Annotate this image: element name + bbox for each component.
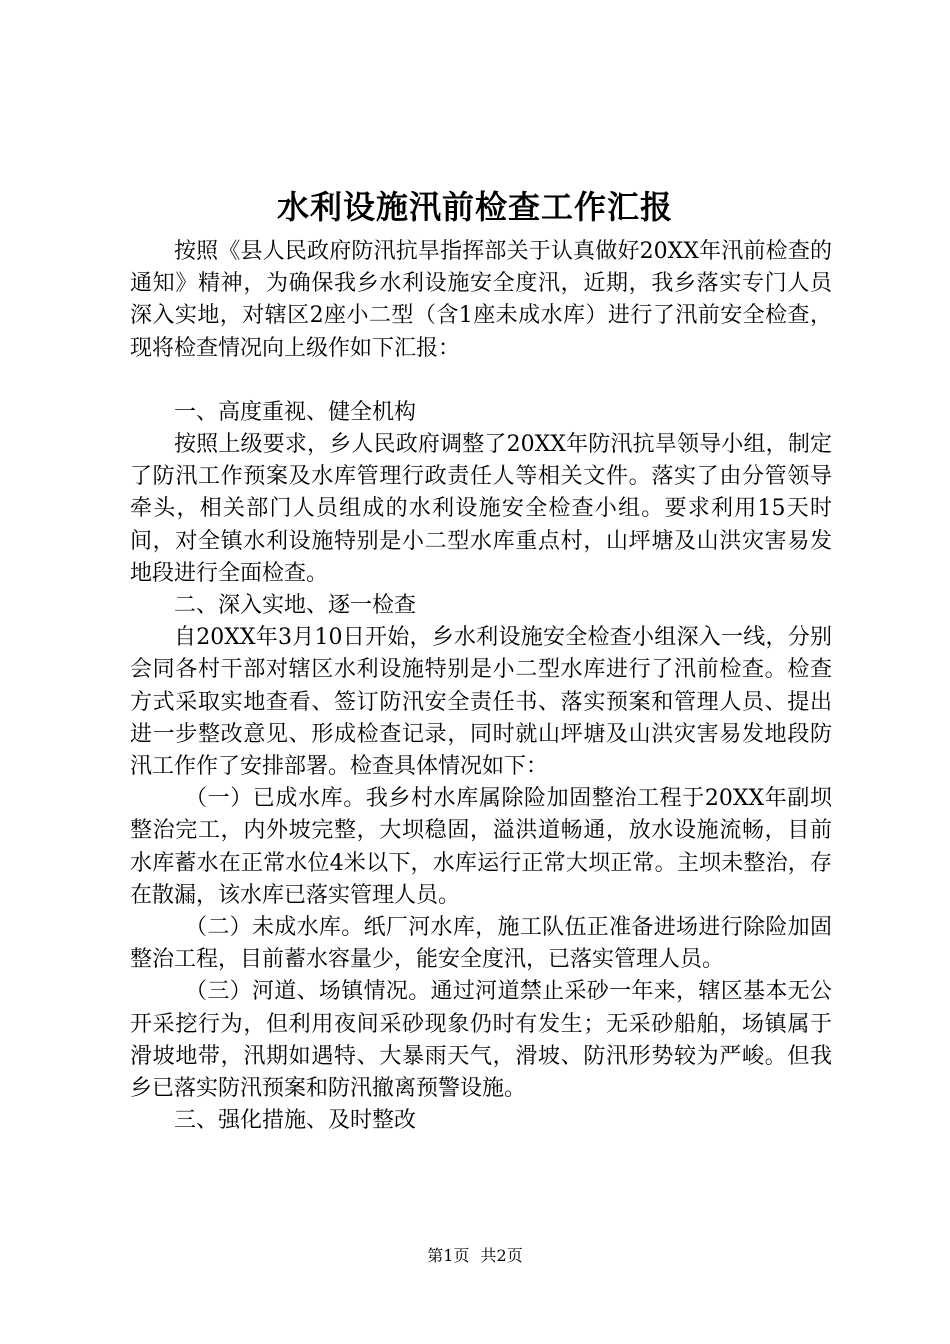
section-1-paragraph: 按照上级要求，乡人民政府调整了20XX年防汛抗旱领导小组，制定了防汛工作预案及水库管理行政责任人等相关文件。落实了由分管领导牵头，相关部门人员组成的水利设施安全检查小组。要求利用15天时间，对全镇水利设施特别是小二型水库重点村，山坪塘及山洪灾害易发地段进行全面检查。 [130,432,832,586]
page-number: 第1页 [427,1246,470,1265]
subsection-1-paragraph: （一）已成水库。我乡村水库属除险加固整治工程于20XX年副坝整治完工，内外坡完整，大坝稳固，溢洪道畅通，放水设施流畅，目前水库蓄水在正常水位4米以下，水库运行正常大坝正常。主坝未整治，存在散漏，该水库已落实管理人员。 [130,786,832,908]
document-body [130,236,832,1137]
section-heading-2: 二、深入实地、逐一检查 [174,593,417,619]
intro-paragraph: 按照《县人民政府防汛抗旱指挥部关于认真做好20XX年汛前检查的通知》精神，为确保我乡水利设施安全度汛，近期，我乡落实专门人员深入实地，对辖区2座小二型（含1座未成水库）进行了汛前安全检查，现将检查情况向上级作如下汇报： [130,239,832,361]
subsection-2-paragraph: （二）未成水库。纸厂河水库，施工队伍正准备进场进行除险加固整治工程，目前蓄水容量少，能安全度汛，已落实管理人员。 [130,915,832,973]
section-heading-1: 一、高度重视、健全机构 [174,399,417,425]
page-title: 水利设施汛前检查工作汇报 [276,188,673,226]
section-heading-3: 三、强化措施、及时整改 [174,1108,417,1134]
page-footer [0,1244,950,1268]
section-2-paragraph: 自20XX年3月10日开始，乡水利设施安全检查小组深入一线，分别会同各村干部对辖区水利设施特别是小二型水库进行了汛前检查。检查方式采取实地查看、签订防汛安全责任书、落实预案和管理人员、提出进一步整改意见、形成检查记录，同时就山坪塘及山洪灾害易发地段防汛工作作了安排部署。检查具体情况如下： [130,625,832,780]
page-total: 共2页 [480,1246,523,1265]
subsection-3-paragraph: （三）河道、场镇情况。通过河道禁止采砂一年来，辖区基本无公开采挖行为，但利用夜间采砂现象仍时有发生；无采砂船舶，场镇属于滑坡地带，汛期如遇特、大暴雨天气，滑坡、防汛形势较为严峻。但我乡已落实防汛预案和防汛撤离预警设施。 [130,979,832,1102]
